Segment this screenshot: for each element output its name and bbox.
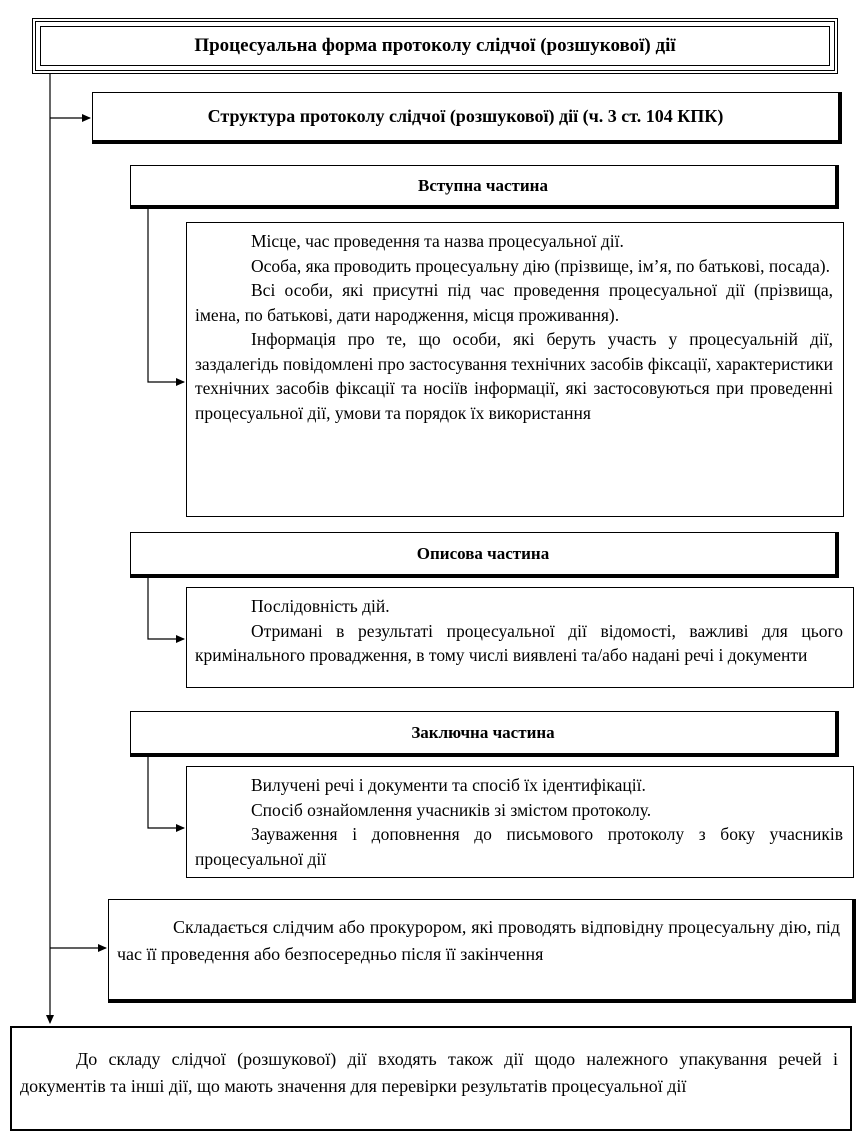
title-box	[32, 18, 838, 74]
intro-paragraph: Всі особи, які присутні під час проведення процесуальної дії (прізвища, імена, по батькові, дати народження, місця проживання).	[195, 280, 833, 325]
structure-heading-text: Структура протоколу слідчої (розшукової) дії (ч. 3 ст. 104 КПК)	[207, 106, 724, 126]
intro-paragraph: Місце, час проведення та назва процесуальної дії.	[251, 231, 624, 251]
concluding-heading-text: Заключна частина	[411, 722, 555, 742]
structure-heading-box	[92, 92, 842, 144]
intro-paragraph: Інформація про те, що особи, які беруть участь у процесуальній дії, заздалегідь повідомлені про застосування технічних засобів фіксації, характеристики технічних засобів фіксації та носіїв інформації, які застосовуються при проведенні процесуальної дії, умови та порядок їх використання	[195, 329, 833, 423]
concluding-heading-box	[130, 711, 839, 757]
final-note-text: До складу слідчої (розшукової) дії входять також дії щодо належного упакування речей і документів та інші дії, що мають значення для перевірки результатів процесуальної дії	[20, 1049, 838, 1096]
descriptive-heading-text: Описова частина	[416, 543, 550, 563]
descriptive-paragraph: Отримані в результаті процесуальної дії відомості, важливі для цього кримінального провадження, в тому числі виявлені та/або надані речі і документи	[195, 620, 843, 665]
intro-paragraph: Особа, яка проводить процесуальну дію (прізвище, ім’я, по батькові, посада).	[251, 255, 831, 276]
intro-heading-box	[130, 165, 839, 209]
concluding-paragraph: Вилучені речі і документи та спосіб їх ідентифікації.	[251, 775, 646, 795]
final-note-box	[10, 1026, 852, 1131]
descriptive-paragraph: Послідовність дій.	[251, 596, 390, 616]
composer-note-text: Складається слідчим або прокурором, які проводять відповідну процесуальну дію, під час її проведення або безпосередньо після її закінчення	[117, 917, 840, 964]
concluding-paragraph: Спосіб ознайомлення учасників зі змістом протоколу.	[251, 799, 652, 820]
arrow-to-intro	[148, 207, 184, 382]
descriptive-content-box	[186, 587, 854, 688]
intro-content-box	[186, 222, 844, 517]
arrow-to-descriptive	[148, 576, 184, 639]
title-text: Процесуальна форма протоколу слідчої (розшукової) дії	[194, 35, 676, 56]
descriptive-heading-box	[130, 532, 839, 578]
concluding-paragraph: Зауваження і доповнення до письмового протоколу з боку учасників процесуальної дії	[195, 824, 843, 869]
arrow-to-concluding	[148, 755, 184, 828]
intro-heading-text: Вступна частина	[418, 175, 548, 195]
concluding-content-box	[186, 766, 854, 878]
composer-note-box	[108, 899, 856, 1003]
